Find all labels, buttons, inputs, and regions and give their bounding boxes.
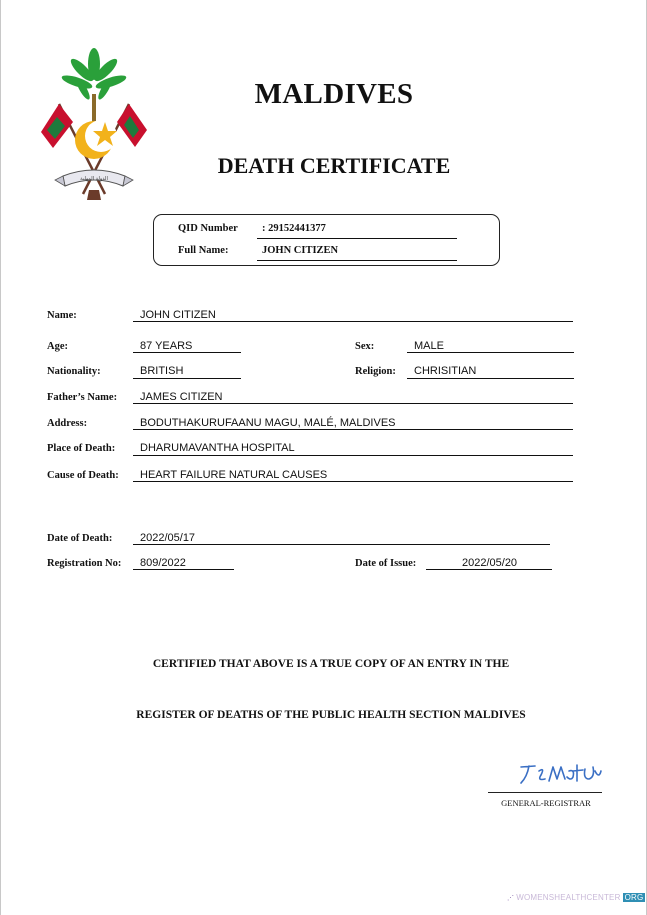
place-of-death-underline <box>133 455 573 456</box>
watermark-text: WOMENSHEALTHCENTER <box>516 893 621 902</box>
certification-line-1: CERTIFIED THAT ABOVE IS A TRUE COPY OF AN ENTRY IN THE <box>152 658 510 670</box>
country-title: MALDIVES <box>254 78 414 110</box>
religion-label: Religion: <box>355 366 396 377</box>
age-underline <box>133 352 241 353</box>
fathers-name-label: Father’s Name: <box>47 392 118 403</box>
sex-underline <box>407 352 574 353</box>
age-label: Age: <box>47 341 68 352</box>
sex-value: MALE <box>414 340 444 352</box>
address-label: Address: <box>47 418 88 429</box>
fathers-name-underline <box>133 403 573 404</box>
cause-of-death-value: HEART FAILURE NATURAL CAUSES <box>140 469 328 481</box>
nationality-value: BRITISH <box>140 365 184 377</box>
registration-no-underline <box>133 569 234 570</box>
religion-value: CHRISITIAN <box>414 365 477 377</box>
svg-text:ﺍﻟﺪﻭﻟﺔ ﺍﻟﻤﻬﻠﻴﺔ: ﺍﻟﺪﻭﻟﺔ ﺍﻟﻤﻬﻠﻴﺔ <box>80 176 108 182</box>
nationality-label: Nationality: <box>47 366 101 377</box>
registration-no-value: 809/2022 <box>140 557 186 569</box>
date-of-issue-value: 2022/05/20 <box>462 557 518 569</box>
dots-logo-icon: ⋰ <box>507 894 515 902</box>
watermark-suffix: ORG <box>624 893 644 902</box>
nationality-underline <box>133 378 241 379</box>
registration-no-label: Registration No: <box>47 558 122 569</box>
sex-label: Sex: <box>355 341 375 352</box>
full-name-value: JOHN CITIZEN <box>262 245 339 256</box>
place-of-death-label: Place of Death: <box>47 443 116 454</box>
registrar-signature-icon <box>513 757 603 789</box>
full-name-label: Full Name: <box>178 245 229 256</box>
address-underline <box>133 429 573 430</box>
watermark <box>507 893 645 902</box>
cause-of-death-label: Cause of Death: <box>47 470 119 481</box>
certification-line-2: REGISTER OF DEATHS OF THE PUBLIC HEALTH SECTION MALDIVES <box>136 709 526 721</box>
qid-value: : 29152441377 <box>262 223 326 234</box>
religion-underline <box>407 378 574 379</box>
qid-underline <box>257 238 457 239</box>
date-of-death-label: Date of Death: <box>47 533 113 544</box>
name-underline <box>133 321 573 322</box>
age-value: 87 YEARS <box>140 340 193 352</box>
cause-of-death-underline <box>133 481 573 482</box>
date-of-issue-label: Date of Issue: <box>355 558 417 569</box>
fathers-name-value: JAMES CITIZEN <box>140 391 223 403</box>
date-of-death-value: 2022/05/17 <box>140 532 196 544</box>
address-value: BODUTHAKURUFAANU MAGU, MALÉ, MALDIVES <box>140 417 396 429</box>
signature-line <box>488 792 602 793</box>
full-name-underline <box>257 260 457 261</box>
name-value: JOHN CITIZEN <box>140 309 216 321</box>
qid-label: QID Number <box>178 223 238 234</box>
maldives-emblem-icon <box>37 44 151 204</box>
date-of-death-underline <box>133 544 550 545</box>
registrar-title: GENERAL-REGISTRAR <box>501 798 591 808</box>
name-label: Name: <box>47 310 77 321</box>
date-of-issue-underline <box>426 569 552 570</box>
document-title: DEATH CERTIFICATE <box>217 153 451 178</box>
id-summary-box <box>153 214 500 266</box>
place-of-death-value: DHARUMAVANTHA HOSPITAL <box>140 442 295 454</box>
